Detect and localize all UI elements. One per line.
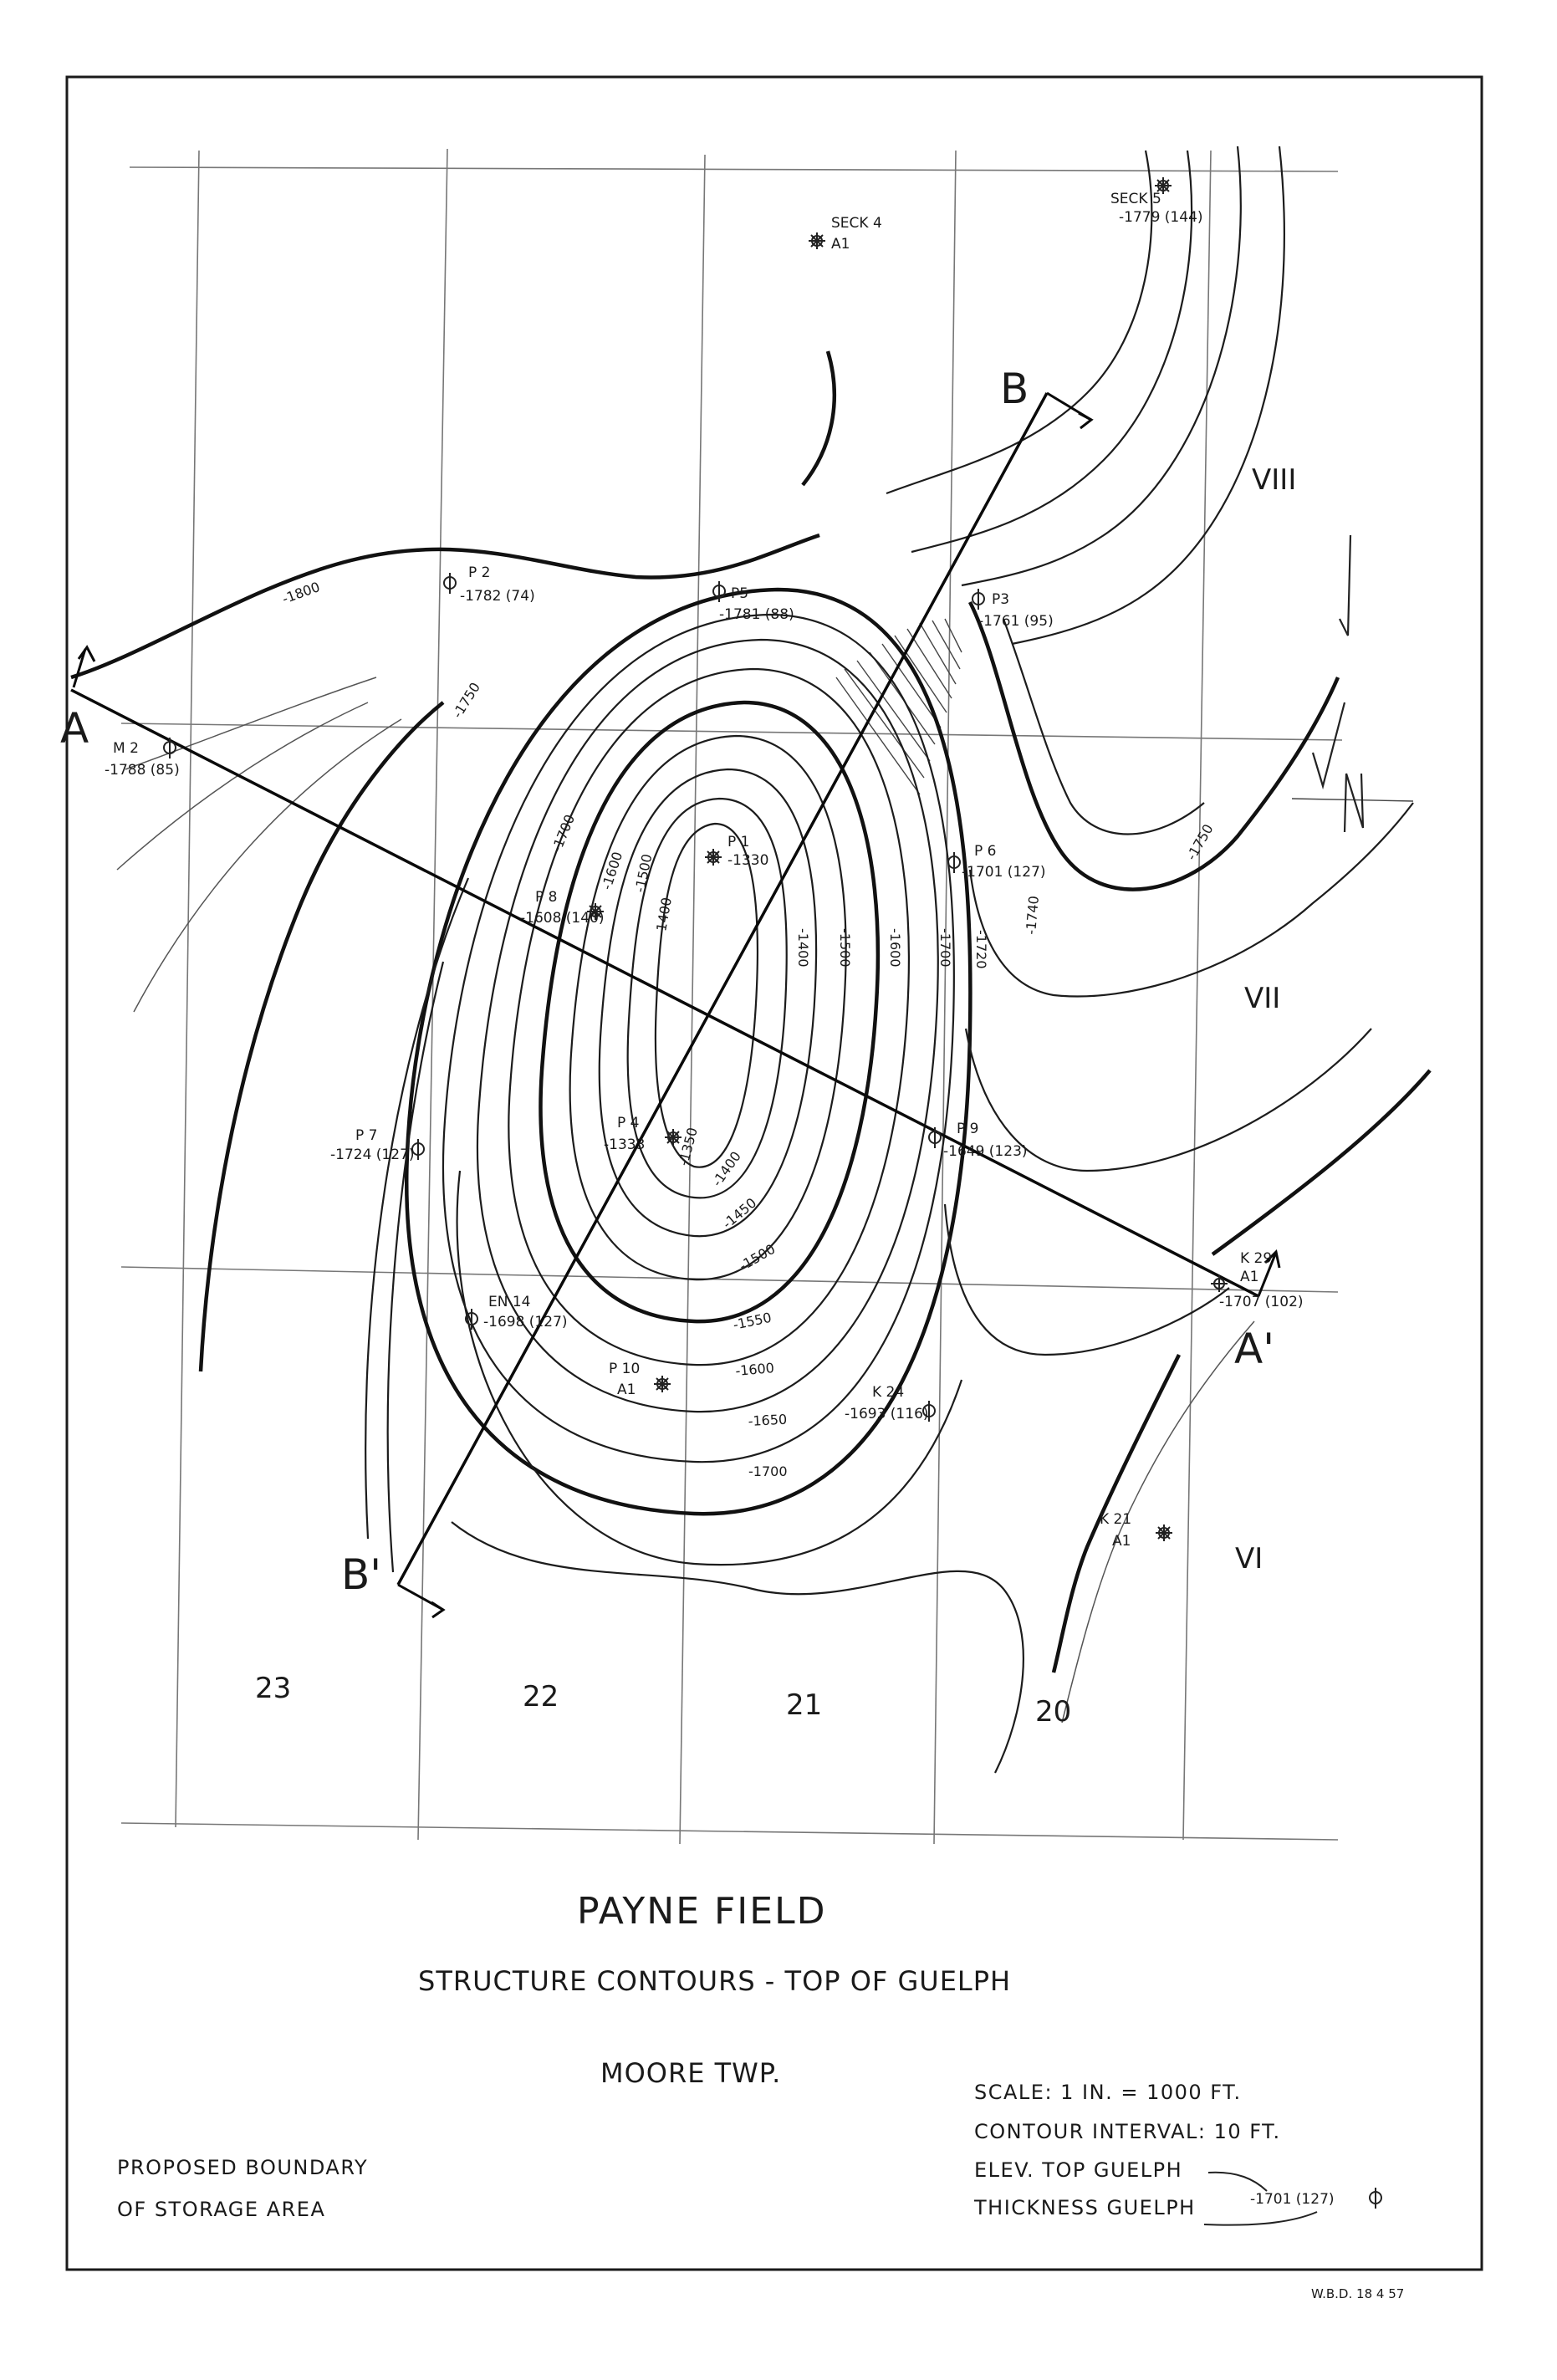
well-k21-name: K 21 xyxy=(1100,1511,1132,1528)
well-p7-name: P 7 xyxy=(355,1127,378,1144)
legend-boundary-line1: PROPOSED BOUNDARY xyxy=(117,2156,369,2179)
well-seck4-symbol xyxy=(809,232,825,249)
map-title: PAYNE FIELD xyxy=(577,1890,827,1933)
contour-label: -1400 xyxy=(795,928,811,968)
well-seck4-sub: A1 xyxy=(831,236,850,253)
well-p5-name: P5 xyxy=(731,585,749,602)
well-k29-name: K 29 xyxy=(1240,1250,1273,1267)
well-p6-value: -1701 (127) xyxy=(962,864,1046,881)
well-p9-name: P 9 xyxy=(957,1121,979,1137)
contour-n-lobe xyxy=(803,351,835,485)
well-k24-value: -1693 (116) xyxy=(845,1406,929,1422)
contour-label: -1700 xyxy=(937,928,953,968)
hatched-zone xyxy=(836,619,962,794)
contour-label: -1450 xyxy=(719,1194,760,1233)
well-p8-name: P 8 xyxy=(535,889,558,906)
contour-ring-8 xyxy=(443,615,954,1462)
well-p2-name: P 2 xyxy=(468,564,491,581)
well-p10-sub: A1 xyxy=(617,1382,636,1398)
contour-label: -1800 xyxy=(279,579,323,607)
legend-interval: CONTOUR INTERVAL: 10 FT. xyxy=(974,2120,1281,2143)
well-m2-symbol xyxy=(164,738,176,758)
contour-label: -1600 xyxy=(734,1360,775,1379)
well-m2-name: M 2 xyxy=(113,740,139,757)
structure-contours xyxy=(71,146,1430,1773)
well-p4-value: -1333 xyxy=(604,1136,646,1153)
well-m2-value: -1788 (85) xyxy=(105,762,180,779)
section-number-23: 23 xyxy=(255,1672,292,1705)
well-seck4-name: SECK 4 xyxy=(831,215,882,232)
well-seck5-name: SECK 5 xyxy=(1110,191,1161,207)
zone-vi-label: VI xyxy=(1235,1542,1263,1576)
well-k29-sub: A1 xyxy=(1240,1269,1259,1285)
legend-well-symbol xyxy=(1370,2188,1381,2209)
section-line-a-a-prime xyxy=(71,690,1258,1296)
well-p8-value: -1608 (140) xyxy=(520,910,605,927)
section-line-b-b-prime xyxy=(398,393,1047,1585)
contour-west-2 xyxy=(365,878,468,1539)
contour-label: -1750 xyxy=(1183,821,1217,863)
legend-sample-value: -1701 (127) xyxy=(1250,2191,1335,2208)
well-p10-symbol xyxy=(654,1376,671,1392)
section-b-prime-label: B' xyxy=(341,1550,382,1599)
legend xyxy=(117,2081,1381,2225)
zone-viii-label: VIII xyxy=(1252,463,1297,497)
well-labels xyxy=(105,191,1304,1550)
well-p1-value: -1330 xyxy=(727,852,769,869)
well-p3-name: P3 xyxy=(992,591,1010,608)
contour-label: -1740 xyxy=(1023,895,1043,936)
contour-label: -1650 xyxy=(748,1411,788,1429)
section-a-label: A xyxy=(60,704,89,753)
legend-thickness-label: THICKNESS GUELPH xyxy=(974,2196,1196,2219)
contour-label: -1750 xyxy=(449,679,484,722)
well-p4-symbol xyxy=(665,1129,682,1146)
section-a-prime-label: A' xyxy=(1234,1325,1274,1373)
well-p2-value: -1782 (74) xyxy=(460,588,535,605)
township-label: MOORE TWP. xyxy=(600,2057,782,2089)
well-p6-name: P 6 xyxy=(974,843,997,860)
well-p1-name: P 1 xyxy=(727,834,750,850)
contour-label: -1720 xyxy=(973,930,989,969)
contour-east-7 xyxy=(1062,1321,1254,1723)
well-p7-value: -1724 (127) xyxy=(330,1147,415,1163)
drafting-stamp: W.B.D. 18 4 57 xyxy=(1311,2286,1405,2301)
well-p2-symbol xyxy=(444,573,456,594)
section-grid xyxy=(121,149,1342,1844)
section-number-22: 22 xyxy=(523,1680,559,1713)
contour-ring-10 xyxy=(457,1171,962,1565)
contour-label: -1500 xyxy=(736,1240,778,1274)
contour-east-1 xyxy=(970,602,1338,890)
well-k21-sub: A1 xyxy=(1112,1533,1131,1550)
well-k24-name: K 24 xyxy=(872,1384,905,1401)
contour-north-edge xyxy=(71,535,819,677)
contour-label: -1600 xyxy=(598,850,626,892)
section-number-20: 20 xyxy=(1035,1695,1072,1729)
contour-east-5 xyxy=(1212,1070,1430,1254)
contour-label: -1550 xyxy=(731,1309,773,1333)
contour-label: -1400 xyxy=(708,1148,744,1190)
well-p3-value: -1761 (95) xyxy=(978,613,1054,630)
contour-label: -1700 xyxy=(748,1463,788,1479)
well-k21-symbol xyxy=(1156,1525,1172,1541)
section-b-label: B xyxy=(1000,365,1029,413)
well-p10-name: P 10 xyxy=(609,1361,641,1377)
zone-vii-label: VII xyxy=(1244,982,1281,1015)
legend-scale: SCALE: 1 IN. = 1000 FT. xyxy=(974,2081,1242,2104)
section-number-21: 21 xyxy=(786,1688,823,1722)
contour-label: -1400 xyxy=(652,896,676,937)
well-seck5-value: -1779 (144) xyxy=(1119,209,1203,226)
legend-elev-label: ELEV. TOP GUELPH xyxy=(974,2158,1183,2182)
well-en14-value: -1698 (127) xyxy=(483,1314,568,1330)
contour-label: -1500 xyxy=(631,852,656,894)
contour-east-2 xyxy=(1003,619,1204,835)
contour-label: -1600 xyxy=(887,928,903,968)
well-p5-value: -1781 (88) xyxy=(719,606,794,623)
contour-label: -1700 xyxy=(549,812,579,855)
well-k29-value: -1707 (102) xyxy=(1219,1294,1304,1310)
map-frame xyxy=(67,77,1482,2270)
well-p3-symbol xyxy=(972,589,984,610)
contour-label: -1350 xyxy=(675,1126,701,1168)
contour-east-6 xyxy=(945,1204,1229,1355)
well-en14-name: EN 14 xyxy=(488,1294,531,1310)
legend-boundary-line2: OF STORAGE AREA xyxy=(117,2198,326,2221)
contour-label: -1500 xyxy=(837,928,853,968)
well-p1-symbol xyxy=(705,849,722,866)
well-p9-value: -1649 (123) xyxy=(943,1143,1028,1160)
well-p4-name: P 4 xyxy=(617,1115,640,1131)
map-subtitle: STRUCTURE CONTOURS - TOP OF GUELPH xyxy=(418,1965,1012,1997)
north-arrow xyxy=(1292,535,1413,832)
